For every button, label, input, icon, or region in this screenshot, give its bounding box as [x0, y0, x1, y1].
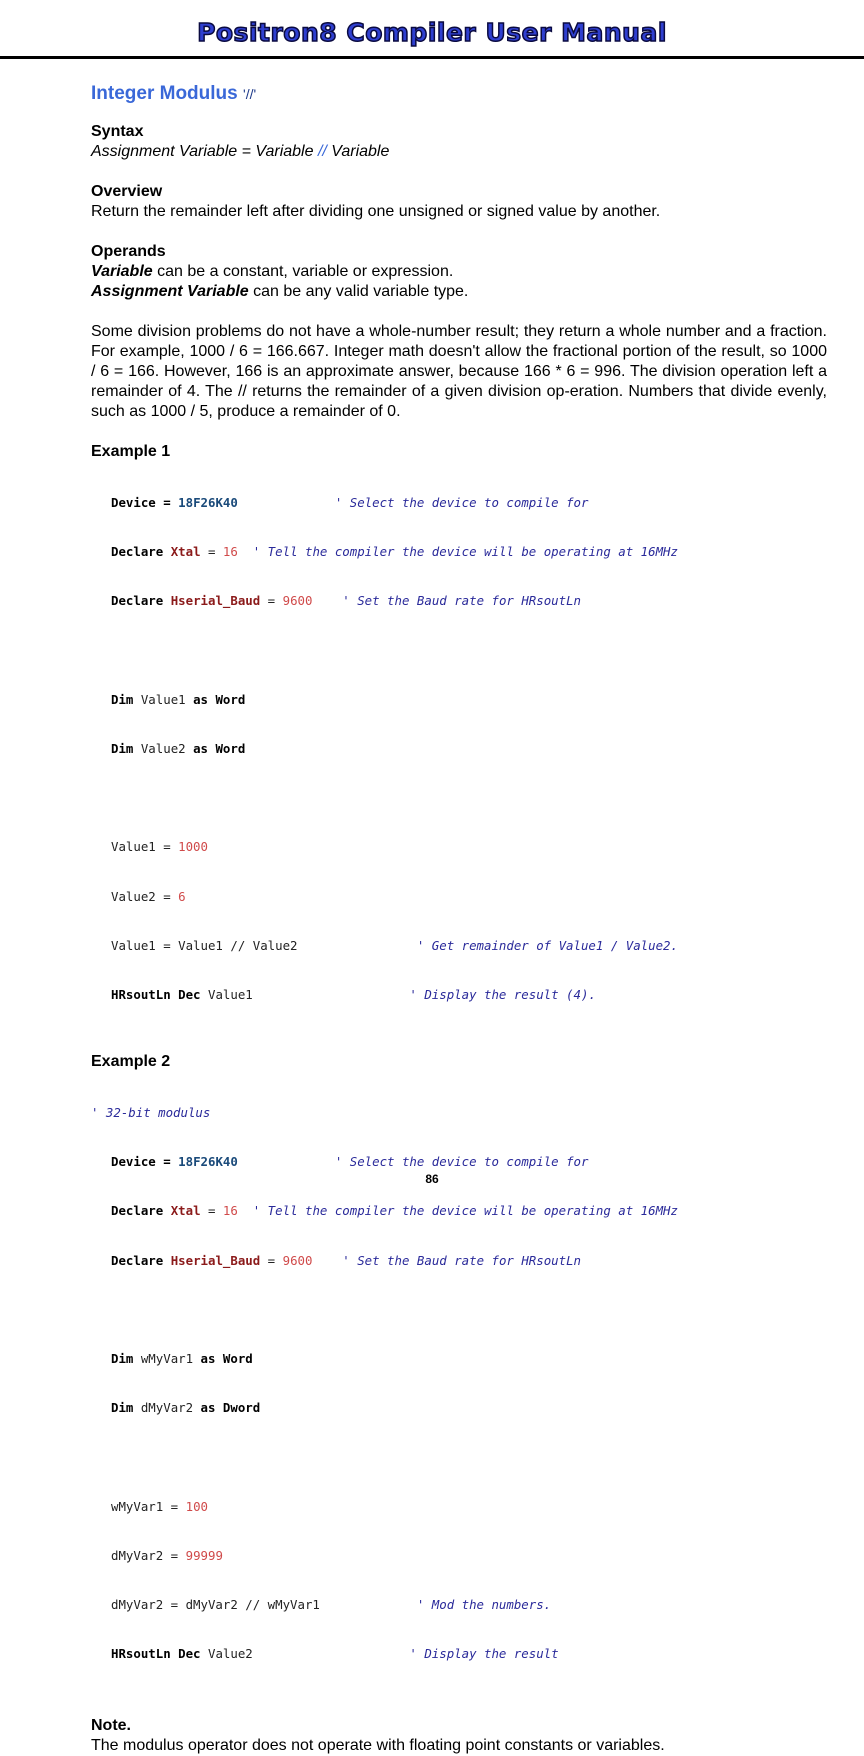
- code-comment-line: ' 32-bit modulus: [91, 1105, 211, 1120]
- example1-code: [91, 462, 827, 1036]
- header-divider: [0, 56, 864, 59]
- code-line: Dim Value1 as Word: [111, 691, 246, 707]
- code-line: dMyVar2 = 99999: [111, 1547, 223, 1563]
- code-line: HRsoutLn Dec Value1 ' Display the result (4).: [111, 986, 596, 1002]
- explanation-paragraph: Some division problems do not have a whole-number result; they return a whole number and a fraction. For example, 1000 / 6 = 166.667. Integer math doesn't allow the fractional portion of the result, so 1000 / 6 = 166. However, 166 is an approximate answer, because 166 * 6 = 996. The division operation left a remainder of 4. The // returns the remainder of a given division op-eration. Numbers that divide evenly, such as 1000 / 5, produce a remainder of 0.: [91, 323, 827, 420]
- section-title-text: Integer Modulus: [91, 83, 238, 104]
- note-text: The modulus operator does not operate with floating point constants or variables.: [91, 1736, 665, 1754]
- operand-desc: can be a constant, variable or expression.: [152, 263, 454, 280]
- page-number: 86: [425, 1172, 439, 1186]
- example2-heading: Example 2: [91, 1053, 171, 1071]
- code-line-blank: [91, 1450, 827, 1466]
- syntax-operator: //: [317, 143, 327, 160]
- code-line: wMyVar1 = 100: [111, 1498, 208, 1514]
- operand-name: Variable: [91, 263, 153, 280]
- operand-item: [91, 282, 827, 302]
- code-line: Value2 = 6: [111, 888, 186, 904]
- code-line-blank: [91, 790, 827, 806]
- section-title: [91, 82, 827, 106]
- operand-item: [91, 262, 827, 282]
- syntax-line: [91, 142, 827, 162]
- code-line: dMyVar2 = dMyVar2 // wMyVar1 ' Mod the numbers.: [111, 1597, 552, 1613]
- page-header: [0, 0, 864, 64]
- syntax-part-b: Variable: [326, 143, 390, 160]
- code-line: Declare Xtal = 16 ' Tell the compiler the device will be operating at 16MHz: [111, 544, 678, 560]
- code-line: Value1 = 1000: [111, 839, 208, 855]
- code-line: Device = 18F26K40 ' Select the device to compile for: [111, 494, 589, 510]
- code-line-blank: [91, 642, 827, 658]
- code-line: Dim dMyVar2 as Dword: [111, 1400, 261, 1416]
- code-line: Dim Value2 as Word: [111, 740, 246, 756]
- code-line: Declare Hserial_Baud = 9600 ' Set the Baud rate for HRsoutLn: [111, 593, 582, 609]
- operand-name: Assignment Variable: [91, 283, 249, 300]
- operand-desc: can be any valid variable type.: [248, 283, 469, 300]
- operands-heading: Operands: [91, 243, 166, 260]
- code-line: Value1 = Value1 // Value2 ' Get remainder of Value1 / Value2.: [111, 937, 678, 953]
- example1-heading: Example 1: [91, 443, 171, 460]
- page-content: [91, 82, 827, 1756]
- manual-title: Positron8 Compiler User Manual: [197, 18, 667, 47]
- code-line: Declare Hserial_Baud = 9600 ' Set the Baud rate for HRsoutLn: [111, 1252, 582, 1268]
- code-line: Device = 18F26K40 ' Select the device to compile for: [111, 1154, 589, 1170]
- code-line: Declare Xtal = 16 ' Tell the compiler the device will be operating at 16MHz: [111, 1203, 678, 1219]
- syntax-heading: Syntax: [91, 123, 144, 140]
- code-line: HRsoutLn Dec Value2 ' Display the result: [111, 1646, 559, 1662]
- overview-text: Return the remainder left after dividing one unsigned or signed value by another.: [91, 203, 661, 220]
- code-line: Dim wMyVar1 as Word: [111, 1351, 253, 1367]
- code-line-blank: [91, 1302, 827, 1318]
- overview-heading: Overview: [91, 183, 163, 200]
- operator-symbol: '//': [243, 86, 257, 102]
- syntax-part-a: Assignment Variable = Variable: [91, 143, 318, 160]
- example2-code: [0, 1072, 827, 1695]
- note-heading: Note.: [91, 1716, 131, 1734]
